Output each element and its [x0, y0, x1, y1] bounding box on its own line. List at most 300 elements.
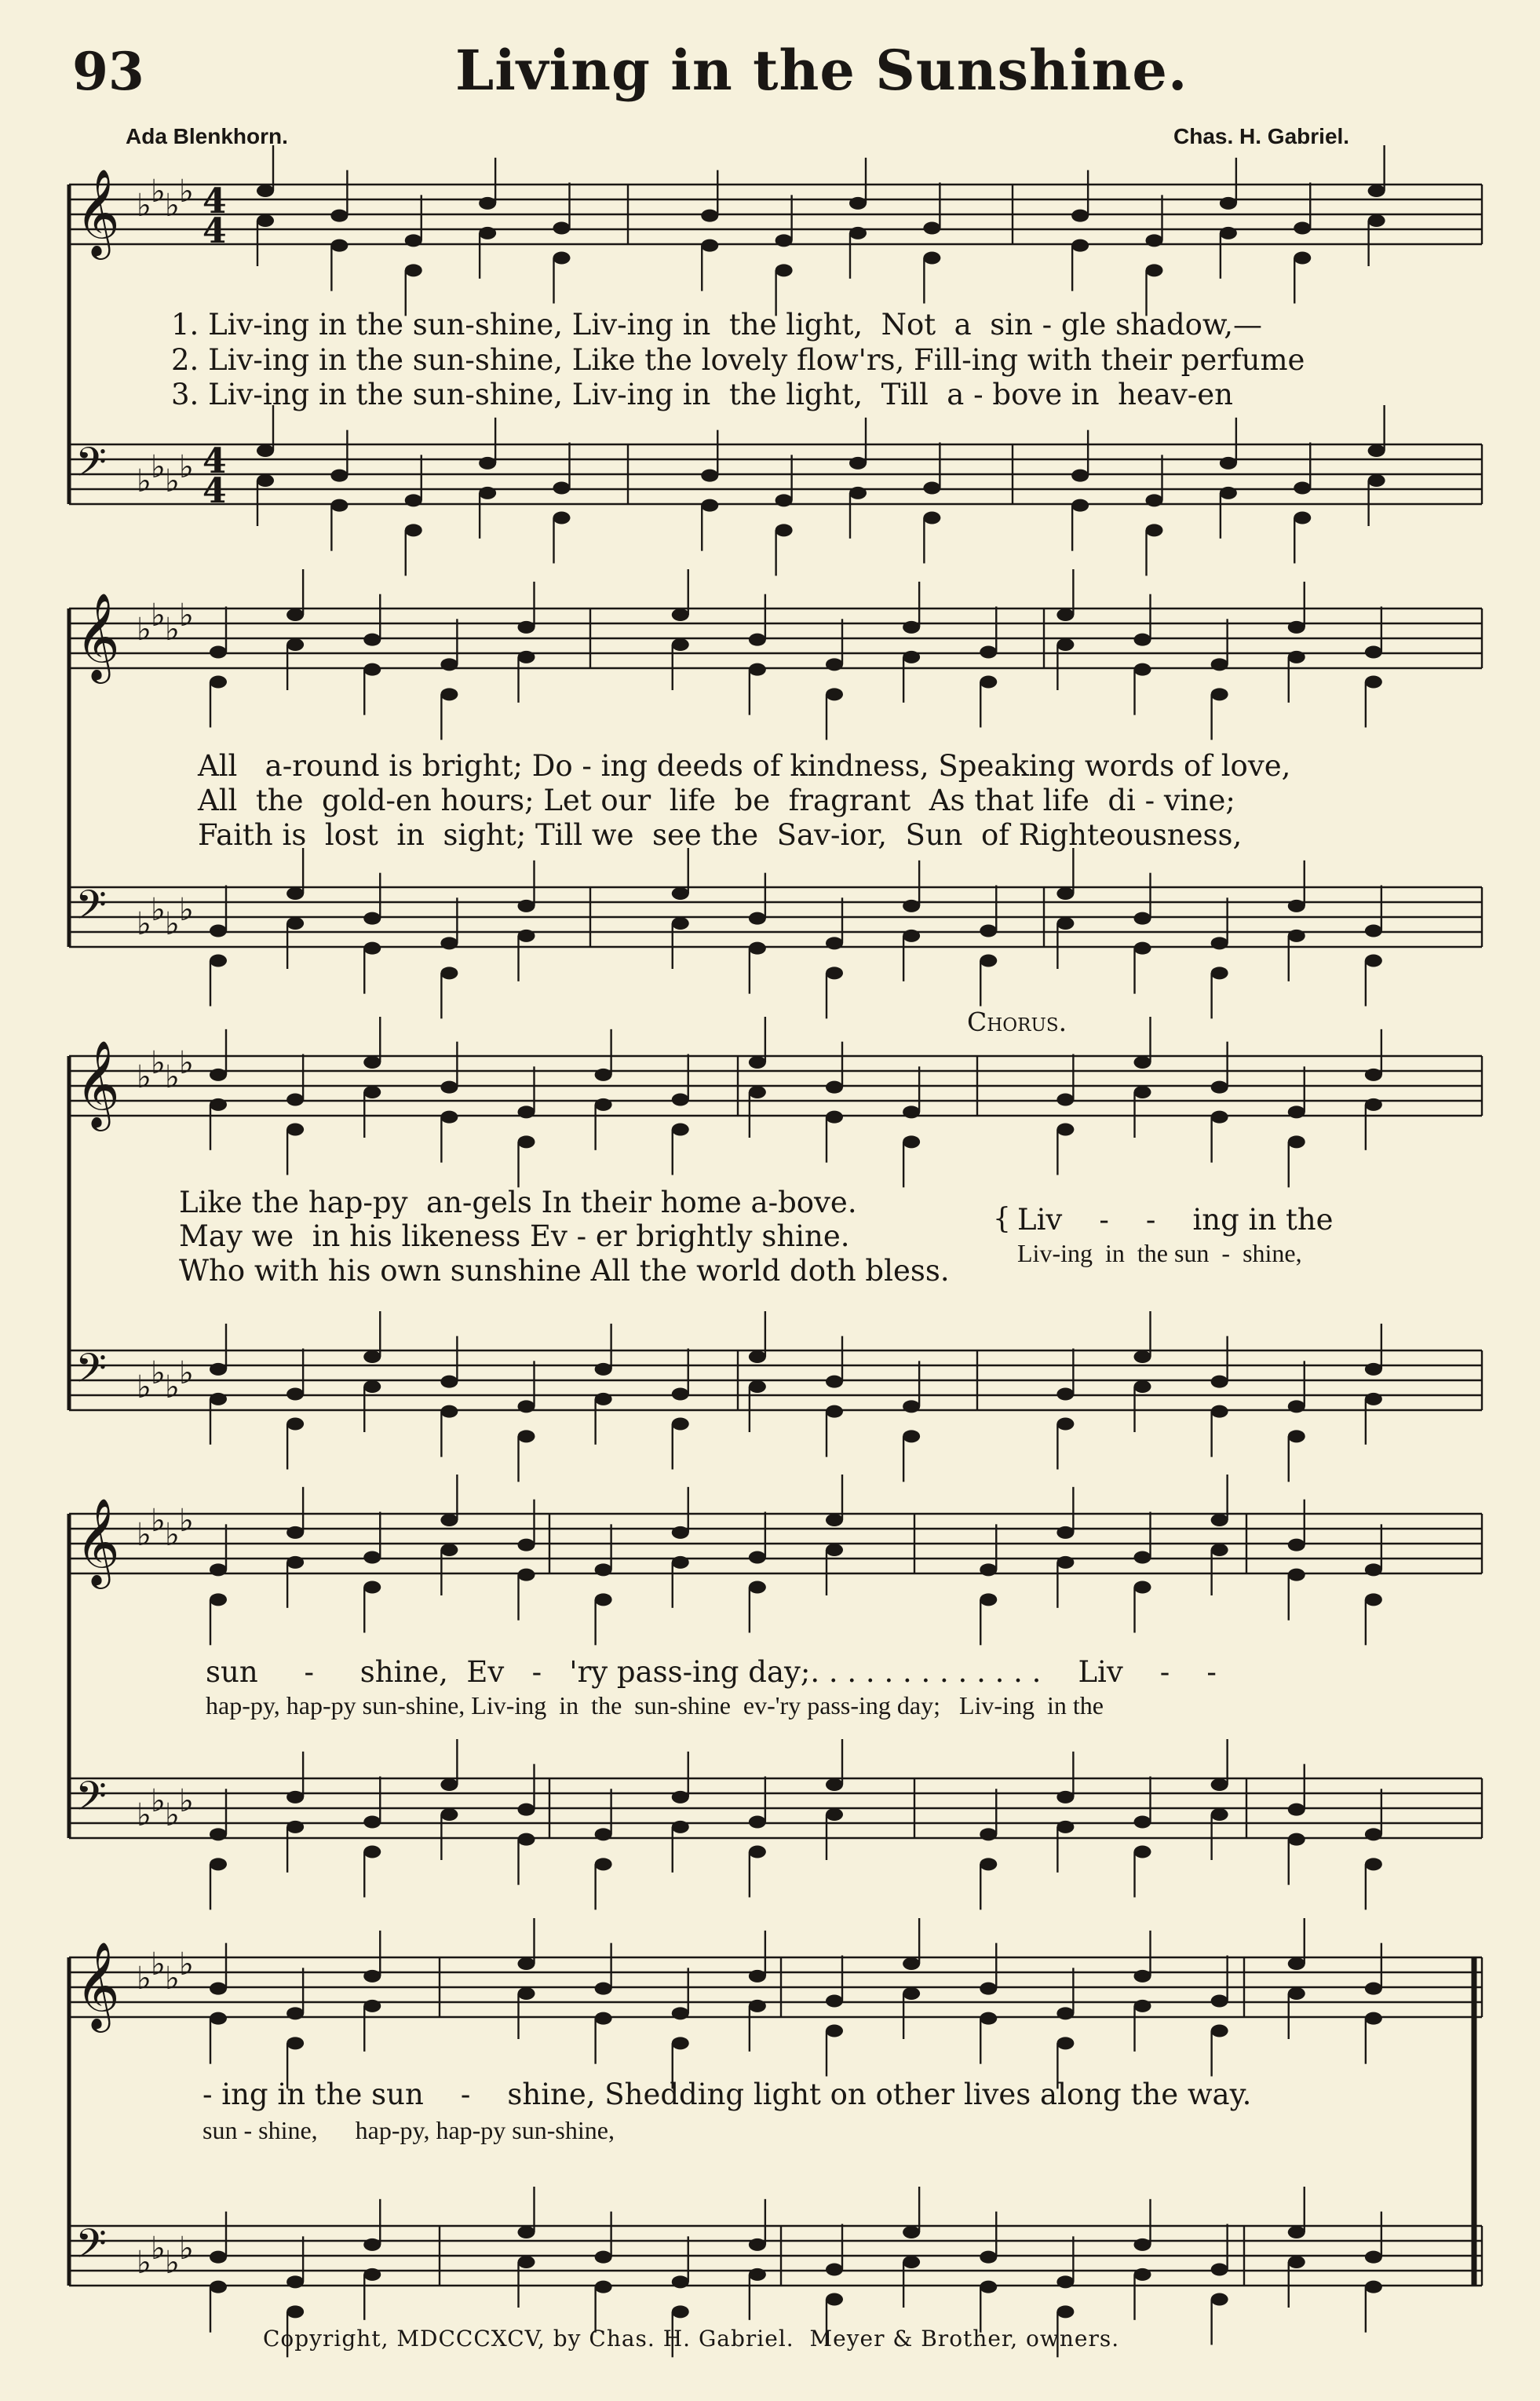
notehead [440, 937, 458, 949]
notehead [672, 2007, 689, 2019]
verse3-line2: Faith is lost in sight; Till we see the Sav-ior, Sun of Righteousness, [198, 818, 1243, 852]
notehead [826, 1514, 843, 1526]
notehead [440, 1778, 458, 1791]
notehead [286, 917, 304, 930]
notehead [749, 634, 766, 646]
notehead [595, 1393, 612, 1405]
flat-icon: ♭ [151, 1946, 166, 1983]
chorus-s4-upper: sun - shine, Ev - 'ry pass-ing day;. . . . . . . . . . . . . Liv - - [206, 1655, 1217, 1689]
notehead [903, 1105, 920, 1118]
notehead [749, 1970, 766, 1983]
notehead [595, 1098, 612, 1111]
notehead [903, 1135, 920, 1148]
notehead [1134, 1380, 1151, 1393]
chorus-s3-upper: Liv - - ing in the [1017, 1203, 1334, 1237]
notehead [1368, 444, 1385, 457]
notehead [1211, 1111, 1228, 1124]
notehead [1365, 1563, 1382, 1576]
notehead [749, 1350, 766, 1363]
notehead [440, 1544, 458, 1556]
notehead [826, 967, 843, 979]
flat-icon: ♭ [165, 2245, 180, 2281]
notehead [1365, 925, 1382, 937]
notehead [980, 2012, 997, 2025]
notehead [1134, 2238, 1151, 2251]
notehead [286, 1388, 304, 1401]
treble-clef-icon: 𝄞 [75, 168, 120, 256]
chorus-label: Chorus. [967, 1007, 1067, 1037]
notehead [1211, 1081, 1228, 1094]
notehead [1365, 1069, 1382, 1081]
flat-icon: ♭ [179, 174, 194, 210]
notehead [672, 1418, 689, 1431]
notehead [1056, 1388, 1074, 1401]
flat-icon: ♭ [137, 2245, 151, 2281]
notehead [286, 887, 304, 900]
notehead [518, 1833, 535, 1846]
notehead [749, 1846, 766, 1858]
notehead [672, 887, 689, 900]
notehead [553, 222, 571, 235]
notehead [440, 1405, 458, 1418]
notehead [1288, 621, 1305, 634]
notehead [1294, 512, 1311, 524]
notehead [1134, 1551, 1151, 1564]
notehead [749, 663, 766, 676]
notehead [1211, 1778, 1228, 1791]
notehead [1288, 1833, 1305, 1846]
notehead [1134, 1086, 1151, 1098]
notehead [672, 1526, 689, 1539]
time-signature: 4 [203, 211, 227, 251]
notehead [826, 2025, 843, 2037]
notehead [210, 1828, 227, 1840]
notehead [923, 482, 940, 495]
treble-clef-icon: 𝄞 [75, 1497, 120, 1585]
flat-icon: ♭ [179, 1783, 194, 1819]
notehead [518, 1539, 535, 1551]
notehead [826, 1405, 843, 1418]
notehead [1365, 1363, 1382, 1376]
notehead [826, 1808, 843, 1821]
notehead [1365, 676, 1382, 689]
notehead [1211, 1376, 1228, 1388]
notehead [363, 2268, 381, 2281]
notehead [363, 1056, 381, 1069]
notehead [1056, 2305, 1074, 2318]
notehead [672, 1791, 689, 1803]
notehead [980, 1858, 997, 1870]
chorus-s5-upper: - ing in the sun - shine, Shedding light on other lives along the way. [203, 2078, 1252, 2111]
notehead [1211, 967, 1228, 979]
notehead [518, 1987, 535, 2000]
flat-icon: ♭ [151, 598, 166, 634]
notehead [1056, 1791, 1074, 1803]
notehead [826, 2264, 843, 2276]
notehead [849, 487, 867, 499]
notehead [518, 1105, 535, 1118]
notehead [210, 925, 227, 937]
notehead [672, 917, 689, 930]
notehead [479, 487, 496, 499]
notehead [210, 1983, 227, 1995]
flat-icon: ♭ [151, 892, 166, 928]
notehead [749, 1380, 766, 1393]
notehead [1071, 499, 1089, 512]
notehead [1211, 2293, 1228, 2306]
notehead [440, 688, 458, 700]
notehead [595, 1593, 612, 1606]
notehead [672, 1388, 689, 1401]
bass-clef-icon: 𝄢 [75, 438, 107, 495]
flat-icon: ♭ [165, 1369, 180, 1405]
notehead [1134, 1970, 1151, 1983]
notehead [1220, 227, 1237, 239]
composer-credit: Chas. H. Gabriel. [1173, 124, 1350, 148]
notehead [1211, 1544, 1228, 1556]
notehead [1056, 638, 1074, 651]
notehead [1365, 1098, 1382, 1111]
notehead [1220, 197, 1237, 210]
flat-icon: ♭ [137, 1059, 151, 1095]
notehead [1146, 494, 1163, 506]
notehead [518, 2256, 535, 2268]
notehead [363, 1551, 381, 1564]
notehead [1056, 1526, 1074, 1539]
notehead [1368, 474, 1385, 487]
flat-icon: ♭ [179, 1503, 194, 1539]
notehead [1365, 2251, 1382, 2264]
flat-icon: ♭ [137, 463, 151, 499]
flat-icon: ♭ [165, 1797, 180, 1833]
notehead [440, 1111, 458, 1124]
flat-icon: ♭ [137, 612, 151, 648]
notehead [518, 651, 535, 663]
notehead [1134, 2000, 1151, 2012]
notehead [363, 1350, 381, 1363]
notehead [363, 912, 381, 925]
notehead [286, 1821, 304, 1833]
notehead [826, 937, 843, 949]
notehead [1365, 1393, 1382, 1405]
notehead [1288, 651, 1305, 663]
notehead [701, 499, 718, 512]
notehead [1146, 264, 1163, 276]
notehead [210, 1393, 227, 1405]
notehead [1365, 1858, 1382, 1870]
notehead [286, 1556, 304, 1569]
bass-clef-icon: 𝄢 [75, 2220, 107, 2277]
notehead [849, 227, 867, 239]
notehead [405, 234, 422, 247]
flat-icon: ♭ [151, 2231, 166, 2267]
notehead [440, 1808, 458, 1821]
notehead [1365, 1983, 1382, 1995]
notehead [749, 2268, 766, 2281]
verse1-line2: All a-round is bright; Do - ing deeds of kindness, Speaking words of love, [198, 749, 1291, 783]
verse2-line3: May we in his likeness Ev - er brightly shine. [179, 1219, 850, 1253]
notehead [363, 1581, 381, 1594]
notehead [1211, 2264, 1228, 2276]
notehead [1288, 2256, 1305, 2268]
flat-icon: ♭ [165, 612, 180, 648]
notehead [903, 1957, 920, 1970]
notehead [210, 676, 227, 689]
notehead [923, 512, 940, 524]
notehead [1056, 2007, 1074, 2019]
notehead [210, 955, 227, 967]
notehead [363, 2238, 381, 2251]
notehead [286, 2305, 304, 2318]
notehead [826, 2293, 843, 2306]
notehead [595, 1563, 612, 1576]
flat-icon: ♭ [179, 1946, 194, 1983]
notehead [363, 1086, 381, 1098]
notehead [749, 1816, 766, 1829]
verse3-line3: Who with his own sunshine All the world doth bless. [179, 1254, 950, 1288]
notehead [923, 252, 940, 265]
flat-icon: ♭ [151, 174, 166, 210]
notehead [440, 1081, 458, 1094]
notehead [1134, 1846, 1151, 1858]
notehead [1211, 1514, 1228, 1526]
notehead [672, 2037, 689, 2049]
notehead [518, 900, 535, 912]
notehead [1071, 210, 1089, 222]
notehead [553, 252, 571, 265]
notehead [518, 1569, 535, 1581]
notehead [440, 1376, 458, 1388]
notehead [257, 444, 274, 457]
flat-icon: ♭ [137, 188, 151, 224]
notehead [405, 494, 422, 506]
notehead [701, 239, 718, 252]
notehead [749, 1056, 766, 1069]
notehead [1288, 1803, 1305, 1816]
bass-clef-icon: 𝄢 [75, 1772, 107, 1829]
verse2-line1: 2. Liv-ing in the sun-shine, Like the lovely flow'rs, Fill-ing with their perfume [171, 343, 1305, 377]
notehead [980, 1983, 997, 1995]
notehead [672, 2305, 689, 2318]
notehead [1056, 2275, 1074, 2288]
notehead [595, 1858, 612, 1870]
notehead [1368, 185, 1385, 197]
notehead [518, 1803, 535, 1816]
notehead [330, 470, 348, 482]
notehead [518, 1135, 535, 1148]
verse1-line1: 1. Liv-ing in the sun-shine, Liv-ing in the light, Not a sin - gle shadow,— [171, 308, 1262, 342]
flat-icon: ♭ [137, 906, 151, 942]
flat-icon: ♭ [137, 1961, 151, 1997]
notehead [286, 1418, 304, 1431]
notehead [440, 1514, 458, 1526]
notehead [775, 234, 793, 247]
notehead [903, 1987, 920, 2000]
notehead [479, 197, 496, 210]
notehead [1365, 955, 1382, 967]
verse1-line3: Like the hap-py an-gels In their home a-bove. [179, 1186, 857, 1219]
notehead [903, 2226, 920, 2238]
notehead [1288, 1135, 1305, 1148]
notehead [363, 1816, 381, 1829]
notehead [440, 967, 458, 979]
notehead [849, 197, 867, 210]
flat-icon: ♭ [165, 906, 180, 942]
notehead [518, 621, 535, 634]
notehead [1146, 234, 1163, 247]
notehead [1211, 2025, 1228, 2037]
notehead [1288, 1400, 1305, 1412]
notehead [286, 608, 304, 621]
notehead [1288, 1430, 1305, 1442]
treble-clef-icon: 𝄞 [75, 1941, 120, 2029]
notehead [1211, 688, 1228, 700]
notehead [749, 942, 766, 955]
chorus-s4-lower: hap-py, hap-py sun-shine, Liv-ing in the sun-shine ev-'ry pass-ing day; Liv-ing in the [206, 1691, 1104, 1719]
notehead [980, 1563, 997, 1576]
notehead [440, 658, 458, 671]
notehead [826, 1081, 843, 1094]
notehead [1134, 942, 1151, 955]
notehead [980, 2281, 997, 2293]
notehead [775, 494, 793, 506]
notehead [363, 1970, 381, 1983]
verse3-line1: 3. Liv-ing in the sun-shine, Liv-ing in the light, Till a - bove in heav-en [171, 378, 1234, 411]
notehead [1134, 912, 1151, 925]
notehead [210, 2251, 227, 2264]
notehead [363, 663, 381, 676]
notehead [775, 524, 793, 536]
notehead [363, 1846, 381, 1858]
notehead [210, 2281, 227, 2293]
notehead [1211, 1808, 1228, 1821]
notehead [1134, 663, 1151, 676]
notehead [1056, 1094, 1074, 1106]
notehead [1288, 1987, 1305, 2000]
flat-icon: ♭ [179, 2231, 194, 2267]
notehead [595, 2012, 612, 2025]
notehead [980, 676, 997, 689]
hymn-number: 93 [72, 41, 144, 102]
bass-clef-icon: 𝄢 [75, 881, 107, 938]
notehead [980, 1593, 997, 1606]
notehead [672, 1556, 689, 1569]
notehead [1056, 1821, 1074, 1833]
notehead [210, 1563, 227, 1576]
flat-icon: ♭ [165, 188, 180, 224]
flat-icon: ♭ [179, 892, 194, 928]
notehead [1134, 1350, 1151, 1363]
notehead [286, 1124, 304, 1136]
notehead [595, 2251, 612, 2264]
notehead [826, 688, 843, 700]
notehead [903, 1400, 920, 1412]
notehead [363, 1380, 381, 1393]
notehead [701, 470, 718, 482]
flat-icon: ♭ [151, 1783, 166, 1819]
notehead [980, 955, 997, 967]
notehead [1365, 2012, 1382, 2025]
notehead [479, 227, 496, 239]
notehead [903, 930, 920, 942]
notehead [749, 912, 766, 925]
notehead [903, 621, 920, 634]
notehead [518, 1957, 535, 1970]
notehead [1365, 2281, 1382, 2293]
time-signature: 4 [203, 441, 227, 481]
treble-clef-icon: 𝄞 [75, 592, 120, 680]
treble-clef-icon: 𝄞 [75, 1040, 120, 1127]
flat-icon: ♭ [165, 1059, 180, 1095]
notehead [257, 474, 274, 487]
chorus-s5-lower: sun - shine, hap-py, hap-py sun-shine, [203, 2116, 615, 2144]
notehead [980, 1828, 997, 1840]
notehead [286, 1526, 304, 1539]
notehead [826, 1995, 843, 2008]
notehead [749, 1086, 766, 1098]
notehead [1056, 608, 1074, 621]
notehead [749, 1581, 766, 1594]
notehead [210, 1363, 227, 1376]
notehead [672, 1094, 689, 1106]
notehead [210, 1098, 227, 1111]
notehead [210, 2012, 227, 2025]
notehead [1211, 1405, 1228, 1418]
notehead [1056, 2037, 1074, 2049]
flat-icon: ♭ [137, 1797, 151, 1833]
notehead [672, 2275, 689, 2288]
notehead [1294, 222, 1311, 235]
notehead [1220, 487, 1237, 499]
notehead [553, 512, 571, 524]
flat-icon: ♭ [179, 1045, 194, 1081]
notehead [595, 1363, 612, 1376]
notehead [980, 925, 997, 937]
notehead [330, 210, 348, 222]
notehead [903, 651, 920, 663]
flat-icon: ♭ [165, 463, 180, 499]
notehead [1211, 1995, 1228, 2008]
flat-icon: ♭ [179, 598, 194, 634]
notehead [1365, 1593, 1382, 1606]
notehead [923, 222, 940, 235]
flat-icon: ♭ [137, 1369, 151, 1405]
notehead [1134, 1056, 1151, 1069]
notehead [1288, 1539, 1305, 1551]
notehead [595, 1069, 612, 1081]
notehead [1056, 1418, 1074, 1431]
notehead [1146, 524, 1163, 536]
notehead [980, 2251, 997, 2264]
flat-icon: ♭ [165, 1961, 180, 1997]
notehead [672, 638, 689, 651]
notehead [1056, 1124, 1074, 1136]
notehead [1134, 2268, 1151, 2281]
notehead [330, 499, 348, 512]
notehead [210, 646, 227, 659]
notehead [518, 2226, 535, 2238]
notehead [1056, 887, 1074, 900]
time-signature: 4 [203, 181, 227, 221]
notehead [363, 634, 381, 646]
notehead [363, 2000, 381, 2012]
flat-icon: ♭ [165, 1517, 180, 1553]
notehead [1365, 1828, 1382, 1840]
notehead [980, 646, 997, 659]
notehead [701, 210, 718, 222]
notehead [210, 1593, 227, 1606]
flat-icon: ♭ [151, 1355, 166, 1391]
